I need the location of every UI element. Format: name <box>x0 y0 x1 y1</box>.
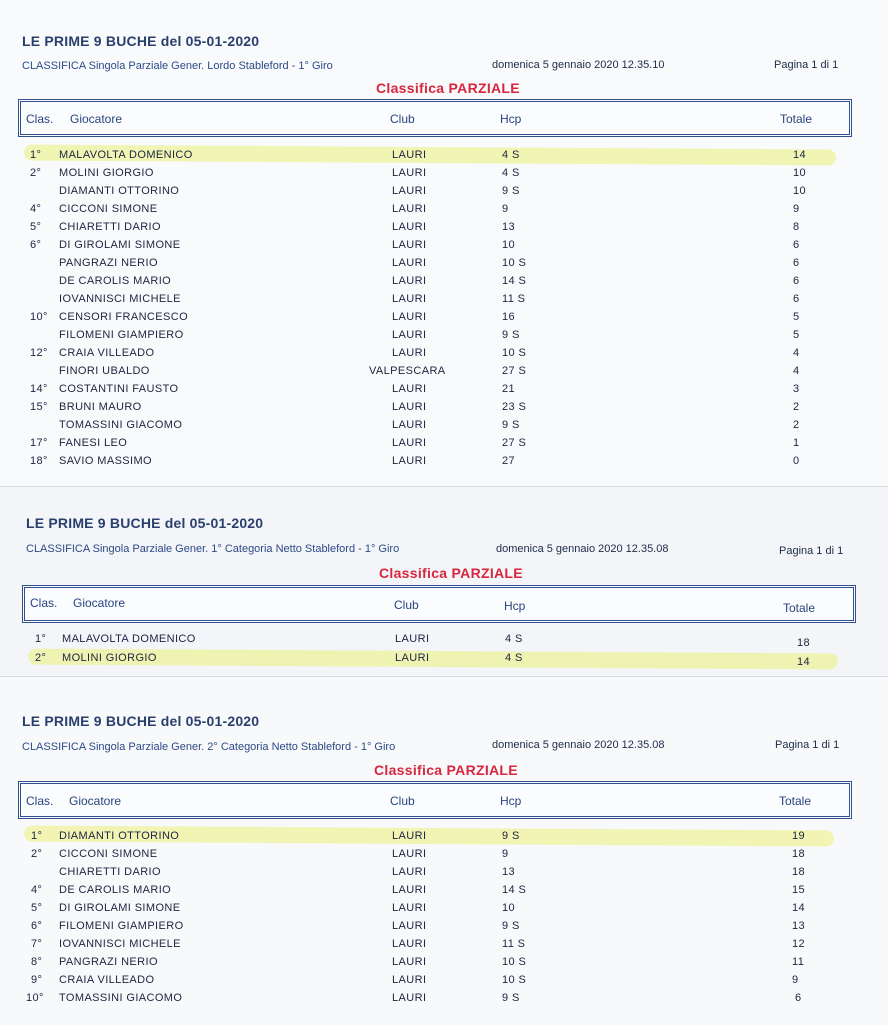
table-row <box>0 900 888 918</box>
name-cell: COSTANTINI FAUSTO <box>59 383 179 395</box>
total-cell: 19 <box>792 830 806 842</box>
total-cell: 5 <box>793 329 800 341</box>
club-cell: LAURI <box>392 884 427 896</box>
header-player: Giocatore <box>73 596 126 610</box>
total-cell: 6 <box>793 293 800 305</box>
name-cell: DIAMANTI OTTORINO <box>59 830 180 842</box>
total-cell: 5 <box>793 311 800 323</box>
club-cell: LAURI <box>392 329 427 341</box>
header-player: Giocatore <box>70 112 123 126</box>
header-club: Club <box>390 112 415 126</box>
table-row <box>0 291 888 309</box>
table-row <box>0 381 888 399</box>
name-cell: FANESI LEO <box>59 437 128 449</box>
table-row <box>0 417 888 435</box>
total-cell: 14 <box>792 902 806 914</box>
table-header <box>18 781 852 819</box>
total-cell: 13 <box>792 920 806 932</box>
total-cell: 14 <box>797 656 811 668</box>
page-indicator: Pagina 1 di 1 <box>779 545 844 557</box>
pos-cell: 4° <box>30 203 42 215</box>
club-cell: LAURI <box>392 848 427 860</box>
header-hcp: Hcp <box>500 794 522 808</box>
total-cell: 10 <box>793 185 807 197</box>
table-row <box>0 327 888 345</box>
total-cell: 15 <box>792 884 806 896</box>
name-cell: FINORI UBALDO <box>59 365 150 377</box>
hcp-cell: 14 S <box>502 275 527 287</box>
name-cell: CICCONI SIMONE <box>59 203 158 215</box>
table-row <box>0 828 888 846</box>
hcp-cell: 13 <box>502 866 516 878</box>
table-row <box>0 882 888 900</box>
total-cell: 4 <box>793 365 800 377</box>
club-cell: LAURI <box>392 956 427 968</box>
header-total: Totale <box>780 112 813 126</box>
hcp-cell: 27 <box>502 455 516 467</box>
total-cell: 6 <box>793 275 800 287</box>
header-hcp: Hcp <box>500 112 522 126</box>
pos-cell: 1° <box>30 149 42 161</box>
pos-cell: 2° <box>35 652 47 664</box>
header-total: Totale <box>783 601 816 615</box>
pos-cell: 8° <box>31 956 43 968</box>
pos-cell: 2° <box>31 848 43 860</box>
total-cell: 3 <box>793 383 800 395</box>
club-cell: LAURI <box>392 293 427 305</box>
club-cell: LAURI <box>392 239 427 251</box>
leaderboard-sheet-3 <box>0 676 888 1025</box>
name-cell: MALAVOLTA DOMENICO <box>62 633 196 645</box>
total-cell: 18 <box>792 866 806 878</box>
name-cell: CICCONI SIMONE <box>59 848 158 860</box>
header-player: Giocatore <box>69 794 122 808</box>
table-row <box>0 147 888 165</box>
hcp-cell: 9 S <box>502 329 520 341</box>
club-cell: LAURI <box>392 992 427 1004</box>
header-clas: Clas. <box>30 596 58 610</box>
table-row <box>0 363 888 381</box>
club-cell: VALPESCARA <box>369 365 446 377</box>
sheet-datetime: domenica 5 gennaio 2020 12.35.08 <box>496 543 669 555</box>
total-cell: 8 <box>793 221 800 233</box>
hcp-cell: 9 S <box>502 920 520 932</box>
total-cell: 18 <box>797 637 811 649</box>
pos-cell: 14° <box>30 383 48 395</box>
pos-cell: 6° <box>31 920 43 932</box>
pos-cell: 5° <box>31 902 43 914</box>
total-cell: 2 <box>793 401 800 413</box>
page-indicator: Pagina 1 di 1 <box>774 59 839 71</box>
hcp-cell: 9 <box>502 203 509 215</box>
pos-cell: 5° <box>30 221 42 233</box>
total-cell: 0 <box>793 455 800 467</box>
hcp-cell: 10 S <box>502 956 527 968</box>
club-cell: LAURI <box>392 221 427 233</box>
header-clas: Clas. <box>26 794 54 808</box>
total-cell: 1 <box>793 437 800 449</box>
sheet-title: LE PRIME 9 BUCHE del 05-01-2020 <box>22 33 260 49</box>
table-row <box>0 201 888 219</box>
table-row <box>0 631 888 649</box>
hcp-cell: 11 S <box>502 938 526 950</box>
header-club: Club <box>390 794 415 808</box>
hcp-cell: 4 S <box>502 167 520 179</box>
name-cell: FILOMENI GIAMPIERO <box>59 920 184 932</box>
club-cell: LAURI <box>392 455 427 467</box>
club-cell: LAURI <box>392 275 427 287</box>
total-cell: 10 <box>793 167 807 179</box>
table-row <box>0 273 888 291</box>
leaderboard-sheet-2 <box>0 486 888 677</box>
name-cell: FILOMENI GIAMPIERO <box>59 329 184 341</box>
sheet-datetime: domenica 5 gennaio 2020 12.35.10 <box>492 59 665 71</box>
club-cell: LAURI <box>392 347 427 359</box>
hcp-cell: 4 S <box>502 149 520 161</box>
name-cell: PANGRAZI NERIO <box>59 956 158 968</box>
club-cell: LAURI <box>392 419 427 431</box>
name-cell: CRAIA VILLEADO <box>59 347 155 359</box>
table-row <box>0 183 888 201</box>
name-cell: CENSORI FRANCESCO <box>59 311 189 323</box>
club-cell: LAURI <box>395 633 430 645</box>
pos-cell: 10° <box>26 992 44 1004</box>
pos-cell: 17° <box>30 437 48 449</box>
table-row <box>0 954 888 972</box>
club-cell: LAURI <box>392 938 427 950</box>
club-cell: LAURI <box>395 652 430 664</box>
ranking-title: Classifica PARZIALE <box>379 565 523 581</box>
name-cell: DI GIROLAMI SIMONE <box>59 902 181 914</box>
total-cell: 9 <box>793 203 800 215</box>
name-cell: MOLINI GIORGIO <box>62 652 157 664</box>
club-cell: LAURI <box>392 167 427 179</box>
table-row <box>0 918 888 936</box>
hcp-cell: 10 S <box>502 347 527 359</box>
table-row <box>0 165 888 183</box>
table-row <box>0 435 888 453</box>
leaderboard-sheet-1 <box>0 0 888 486</box>
hcp-cell: 14 S <box>502 884 527 896</box>
hcp-cell: 10 S <box>502 257 527 269</box>
name-cell: MOLINI GIORGIO <box>59 167 154 179</box>
table-row <box>0 864 888 882</box>
club-cell: LAURI <box>392 437 427 449</box>
club-cell: LAURI <box>392 185 427 197</box>
name-cell: MALAVOLTA DOMENICO <box>59 149 193 161</box>
pos-cell: 1° <box>35 633 47 645</box>
pos-cell: 10° <box>30 311 48 323</box>
sheet-subtitle: CLASSIFICA Singola Parziale Gener. 2° Categoria Netto Stableford - 1° Giro <box>22 741 396 753</box>
table-header <box>22 585 856 623</box>
table-row <box>0 846 888 864</box>
pos-cell: 1° <box>31 830 43 842</box>
pos-cell: 2° <box>30 167 42 179</box>
table-row <box>0 219 888 237</box>
total-cell: 6 <box>793 239 800 251</box>
pos-cell: 7° <box>31 938 43 950</box>
sheet-datetime: domenica 5 gennaio 2020 12.35.08 <box>492 739 665 751</box>
club-cell: LAURI <box>392 401 427 413</box>
table-header <box>18 99 852 137</box>
total-cell: 6 <box>793 257 800 269</box>
pos-cell: 12° <box>30 347 48 359</box>
table-row <box>0 990 888 1008</box>
hcp-cell: 10 <box>502 902 516 914</box>
hcp-cell: 16 <box>502 311 516 323</box>
name-cell: CHIARETTI DARIO <box>59 866 161 878</box>
hcp-cell: 27 S <box>502 365 527 377</box>
table-row <box>0 936 888 954</box>
pos-cell: 6° <box>30 239 42 251</box>
hcp-cell: 13 <box>502 221 516 233</box>
name-cell: DE CAROLIS MARIO <box>59 275 172 287</box>
page-indicator: Pagina 1 di 1 <box>775 739 840 751</box>
name-cell: IOVANNISCI MICHELE <box>59 938 181 950</box>
pos-cell: 4° <box>31 884 43 896</box>
club-cell: LAURI <box>392 866 427 878</box>
sheet-title: LE PRIME 9 BUCHE del 05-01-2020 <box>26 515 264 531</box>
sheet-subtitle: CLASSIFICA Singola Parziale Gener. 1° Categoria Netto Stableford - 1° Giro <box>26 543 400 555</box>
header-clas: Clas. <box>26 112 54 126</box>
club-cell: LAURI <box>392 974 427 986</box>
name-cell: CRAIA VILLEADO <box>59 974 155 986</box>
pos-cell: 18° <box>30 455 48 467</box>
name-cell: SAVIO MASSIMO <box>59 455 153 467</box>
total-cell: 18 <box>792 848 806 860</box>
club-cell: LAURI <box>392 830 427 842</box>
hcp-cell: 21 <box>502 383 516 395</box>
hcp-cell: 9 S <box>502 185 520 197</box>
table-row <box>0 345 888 363</box>
name-cell: TOMASSINI GIACOMO <box>59 419 183 431</box>
header-club: Club <box>394 598 419 612</box>
hcp-cell: 11 S <box>502 293 526 305</box>
club-cell: LAURI <box>392 149 427 161</box>
name-cell: CHIARETTI DARIO <box>59 221 161 233</box>
hcp-cell: 9 S <box>502 830 520 842</box>
hcp-cell: 10 <box>502 239 516 251</box>
total-cell: 11 <box>792 956 805 968</box>
sheet-title: LE PRIME 9 BUCHE del 05-01-2020 <box>22 713 260 729</box>
table-row <box>0 309 888 327</box>
name-cell: DI GIROLAMI SIMONE <box>59 239 181 251</box>
name-cell: DE CAROLIS MARIO <box>59 884 172 896</box>
total-cell: 14 <box>793 149 807 161</box>
name-cell: DIAMANTI OTTORINO <box>59 185 180 197</box>
name-cell: BRUNI MAURO <box>59 401 142 413</box>
name-cell: IOVANNISCI MICHELE <box>59 293 181 305</box>
club-cell: LAURI <box>392 257 427 269</box>
total-cell: 4 <box>793 347 800 359</box>
name-cell: PANGRAZI NERIO <box>59 257 158 269</box>
total-cell: 12 <box>792 938 806 950</box>
hcp-cell: 4 S <box>505 652 523 664</box>
total-cell: 9 <box>792 974 799 986</box>
total-cell: 6 <box>795 992 802 1004</box>
hcp-cell: 27 S <box>502 437 527 449</box>
table-row <box>0 453 888 471</box>
pos-cell: 15° <box>30 401 48 413</box>
total-cell: 2 <box>793 419 800 431</box>
club-cell: LAURI <box>392 311 427 323</box>
table-row <box>0 237 888 255</box>
club-cell: LAURI <box>392 383 427 395</box>
hcp-cell: 10 S <box>502 974 527 986</box>
pos-cell: 9° <box>31 974 43 986</box>
hcp-cell: 9 S <box>502 419 520 431</box>
club-cell: LAURI <box>392 203 427 215</box>
hcp-cell: 9 S <box>502 992 520 1004</box>
ranking-title: Classifica PARZIALE <box>374 762 518 778</box>
table-row <box>0 972 888 990</box>
name-cell: TOMASSINI GIACOMO <box>59 992 183 1004</box>
table-row <box>0 650 888 668</box>
table-row <box>0 399 888 417</box>
hcp-cell: 23 S <box>502 401 527 413</box>
table-row <box>0 255 888 273</box>
sheet-subtitle: CLASSIFICA Singola Parziale Gener. Lordo Stableford - 1° Giro <box>22 60 333 72</box>
ranking-title: Classifica PARZIALE <box>376 80 520 96</box>
hcp-cell: 4 S <box>505 633 523 645</box>
club-cell: LAURI <box>392 920 427 932</box>
header-total: Totale <box>779 794 812 808</box>
hcp-cell: 9 <box>502 848 509 860</box>
header-hcp: Hcp <box>504 599 526 613</box>
club-cell: LAURI <box>392 902 427 914</box>
